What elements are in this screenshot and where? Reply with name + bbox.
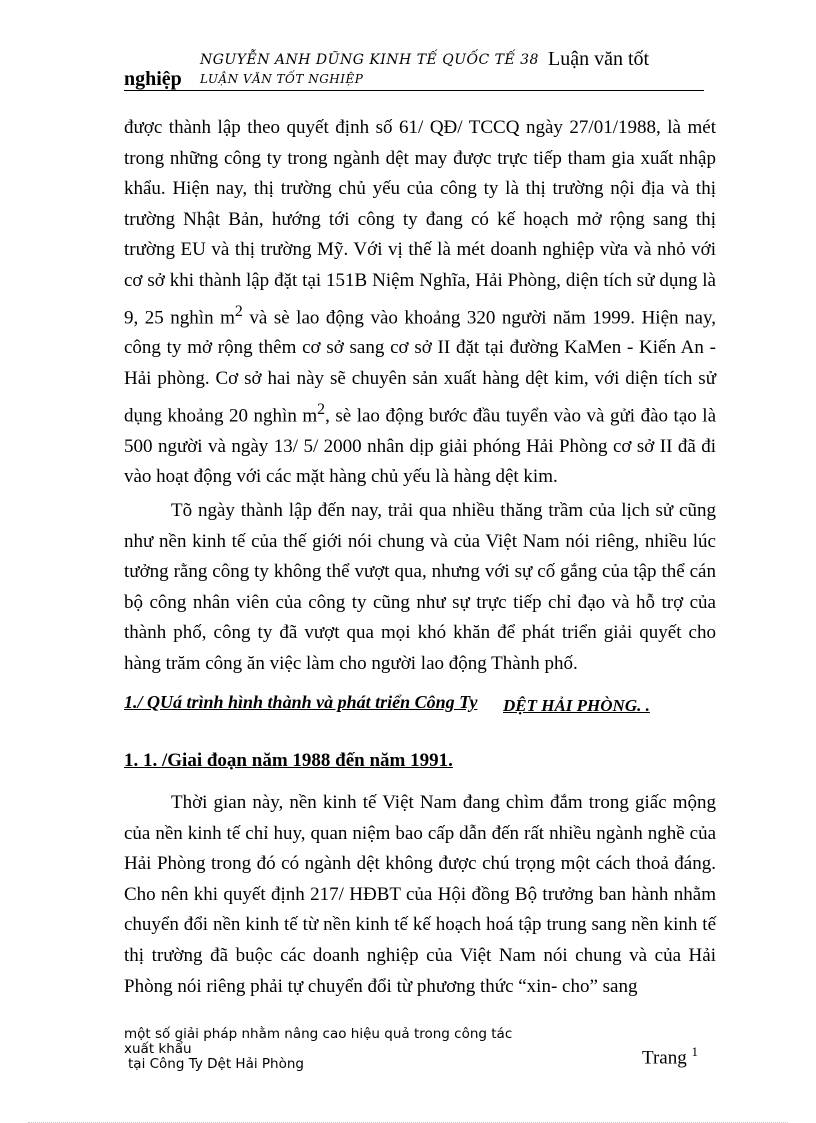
footer-line-1: một số giải pháp nhằm nâng cao hiệu quả trong công tác [124, 1026, 513, 1042]
paragraph-1-part-b: và sè lao động vào khoảng 320 người năm 1999. Hiện nay, công ty mở rộng thêm cơ sở sang cơ sở II đặt tại đường KaMen - Kiến An - Hải phòng. Cơ sở hai này sẽ chuyên sản xuất hàng dệt kim, với diện tích sử dụng khoảng 20 nghìn m [124, 306, 716, 426]
footer-note [124, 1027, 512, 1072]
section-heading-1-tail: DỆT HẢI PHÒNG. . [503, 696, 650, 715]
paragraph-3: Thời gian này, nền kinh tế Việt Nam đang chìm đắm trong giấc mộng của nền kinh tế chỉ huy, quan niệm bao cấp dẫn đến rất nhiều ngành nghề của Hải Phòng trong đó có ngành dệt không được chú trọng một cách thoả đáng. Cho nên khi quyết định 217/ HĐBT của Hội đồng Bộ trưởng ban hành nhằm chuyển đổi nền kinh tế từ nền kinh tế kế hoạch hoá tập trung sang nền kinh tế thị trường đã buộc các doanh nghiệp của Việt Nam nói chung và của Hải Phòng nói riêng phải tự chuyển đổi từ phương thức “xin- cho” sang [124, 792, 716, 997]
footer-line-3: tại Công Ty Dệt Hải Phòng [128, 1056, 304, 1072]
footer-line-2: xuất khẩu [124, 1041, 192, 1057]
header-title-right: Luận văn tốt [548, 48, 650, 70]
superscript-2: 2 [234, 302, 243, 320]
header-rule [124, 90, 704, 91]
section-heading-1: 1./ QUá trình hình thành và phát triển Công Ty [124, 692, 478, 712]
paragraph-1-part-c: , sè lao động bước đầu tuyển vào và gửi đào tạo là 500 người và ngày 13/ 5/ 2000 nhân dịp giải phóng Hải Phòng cơ sở II đã đi vào hoạt động với các mặt hàng chủ yếu là hàng dệt kim. [124, 405, 716, 488]
page-number-value: 1 [691, 1044, 698, 1059]
paragraph-1 [124, 113, 716, 493]
superscript-2: 2 [317, 400, 326, 418]
section-heading-1-1: 1. 1. /Giai đoạn năm 1988 đến năm 1991. [124, 750, 453, 771]
page-number [642, 1044, 698, 1069]
header-sub-line: LUẬN VĂN TỐT NGHIỆP [200, 72, 364, 86]
header-author-line: NGUYỄN ANH DŨNG KINH TẾ QUỐC TẾ 38 [200, 52, 539, 68]
page-label: Trang [642, 1047, 687, 1069]
paragraph-1-part-a: được thành lập theo quyết định số 61/ QĐ/ TCCQ ngày 27/01/1988, là mét trong những công ty trong ngành dệt may được trực tiếp tham gia xuất nhập khẩu. Hiện nay, thị trường chủ yếu của công ty là thị trường nội địa và thị trường Nhật Bản, hướng tới công ty đang có kế hoạch mở rộng sang thị trường EU và thị trường Mỹ. Với vị thế là mét doanh nghiệp vừa và nhỏ với cơ sở khi thành lập đặt tại 151B Niệm Nghĩa, Hải Phòng, diện tích sử dụng là 9, 25 nghìn m [124, 117, 716, 328]
paragraph-2: Tõ ngày thành lập đến nay, trải qua nhiều thăng trầm của lịch sử cũng như nền kinh tế của thế giới nói chung và của Việt Nam nói riêng, nhiều lúc tưởng rằng công ty không thể vượt qua, nhưng với sự cố gắng của tập thể cán bộ công nhân viên của công ty cũng như sự trực tiếp chỉ đạo và hỗ trợ của thành phố, công ty đã vượt qua mọi khó khăn để phát triển giải quyết cho hàng trăm công ăn việc làm cho người lao động Thành phố. [124, 500, 716, 674]
header-title-left: nghiệp [124, 68, 182, 90]
